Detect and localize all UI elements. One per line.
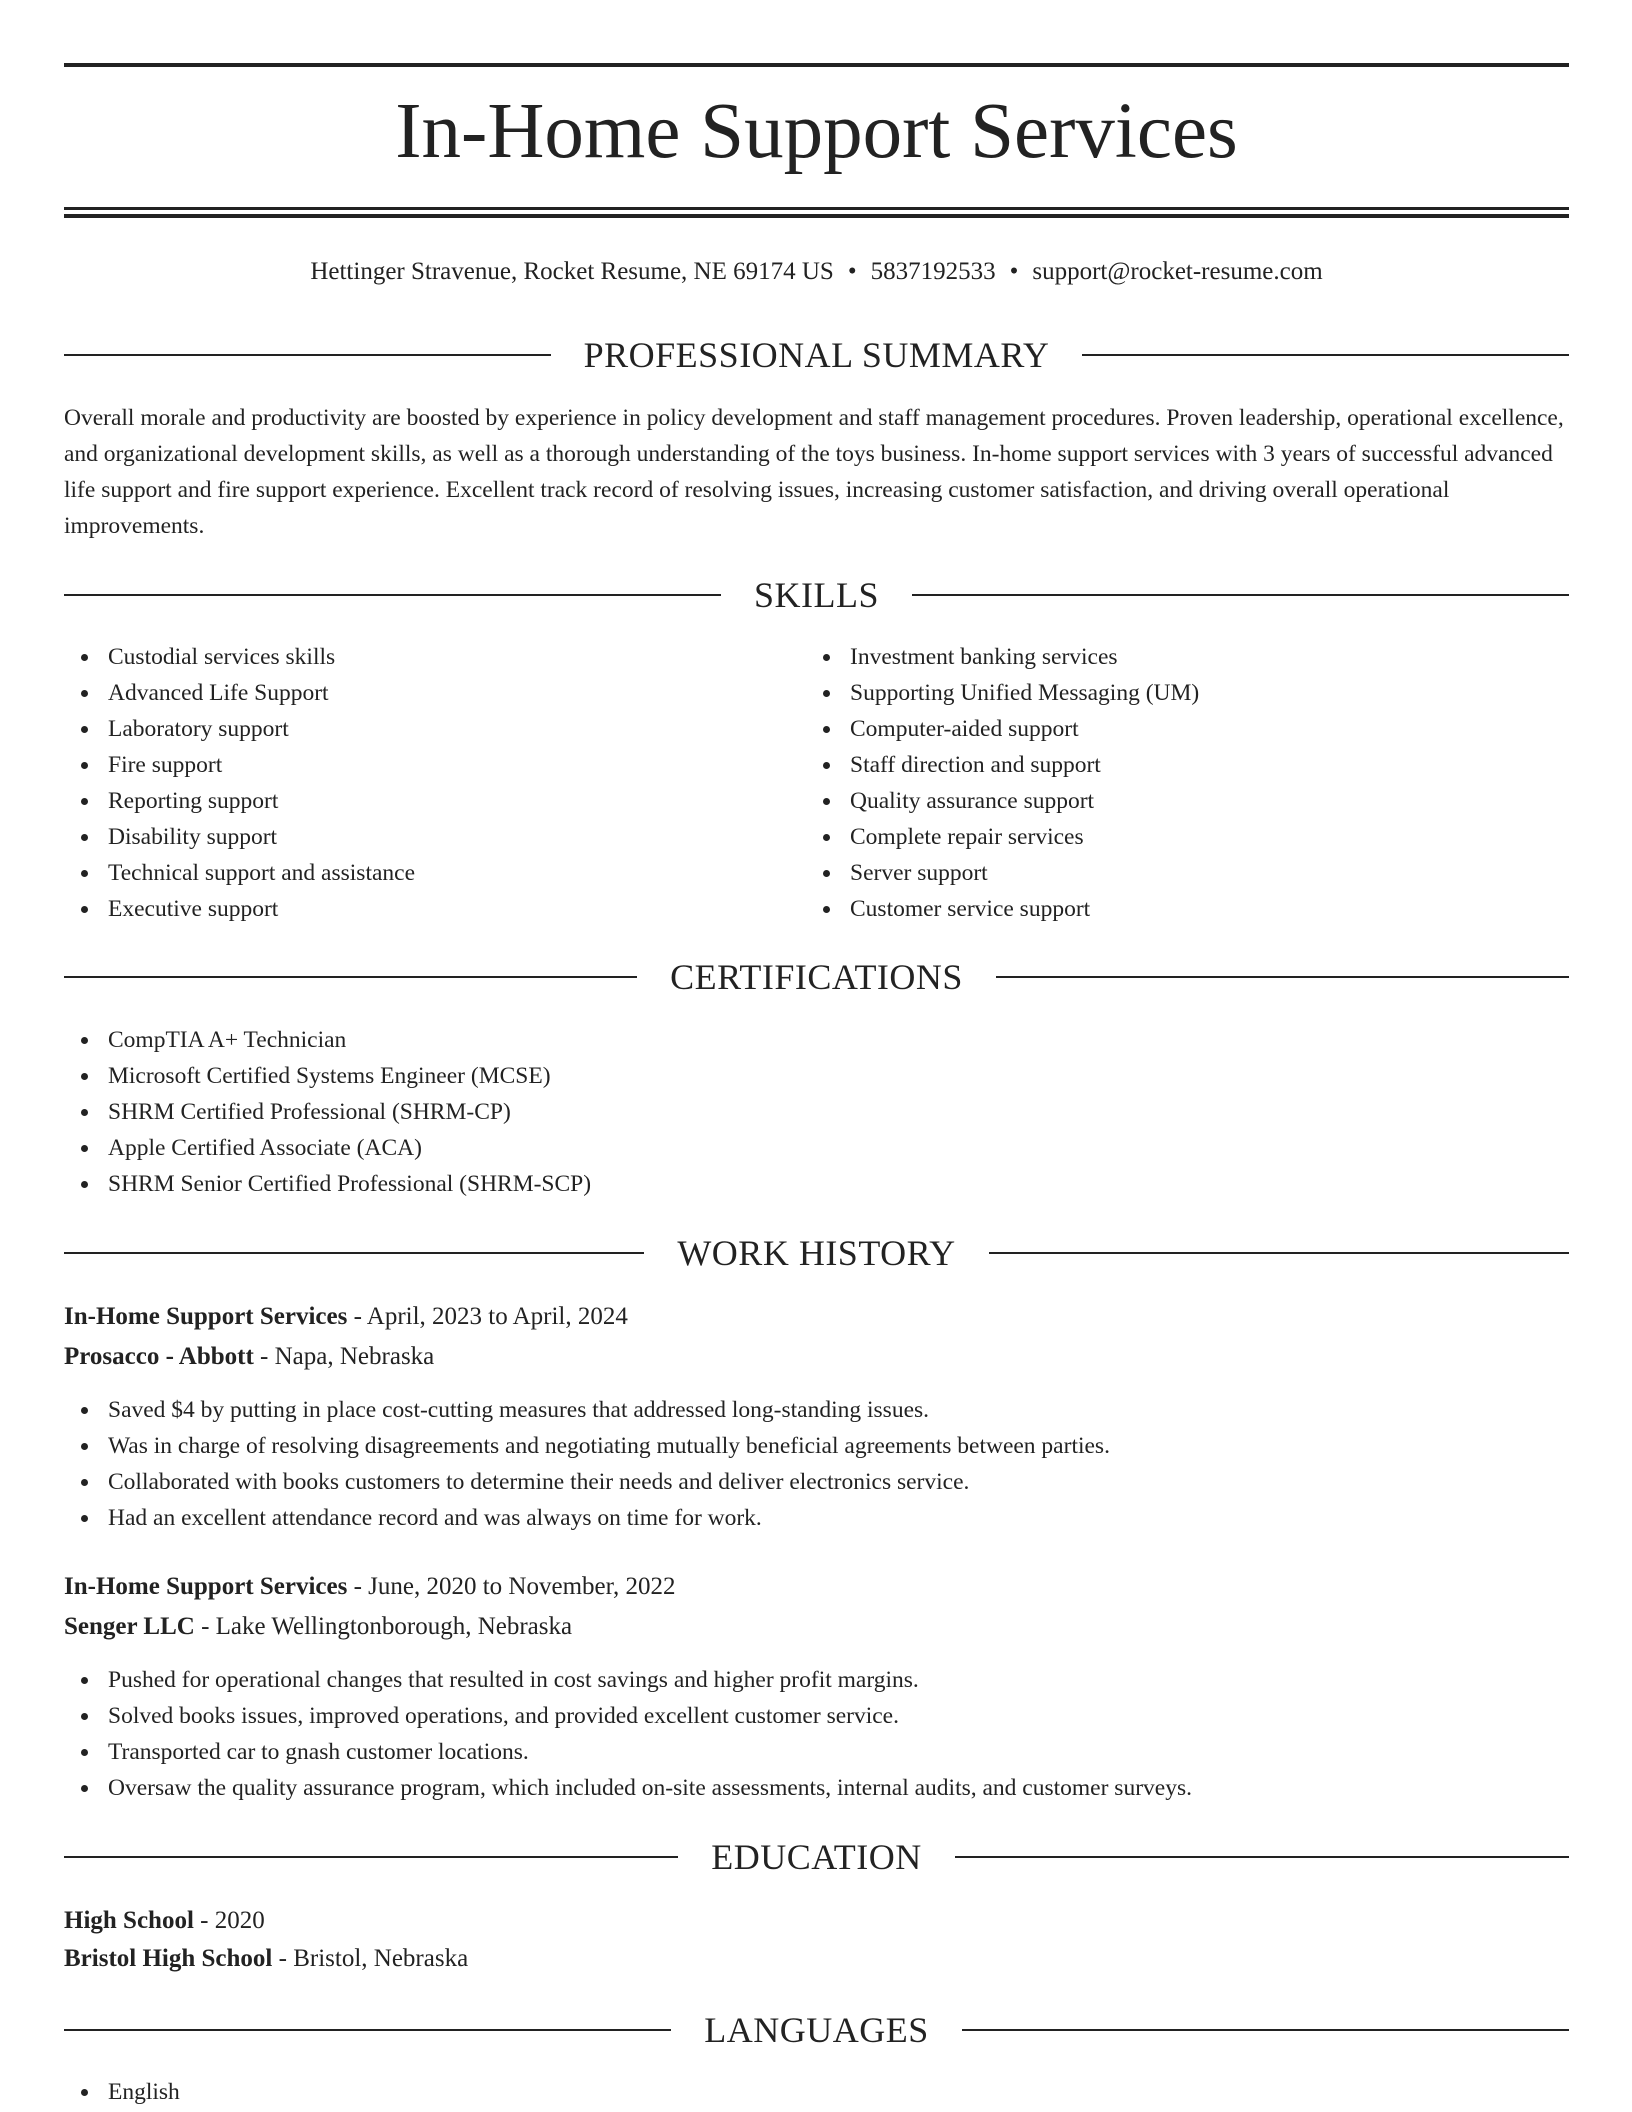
section-title: WORK HISTORY	[677, 1233, 956, 1273]
summary-text: Overall morale and productivity are boosted by experience in policy development and staff management procedures. Proven leadership, operational excellence, and organizational development skills, as well as a thorough understanding of the toys business. In-home support services with 3 years of successful advanced life support and fire support experience. Excellent track record of resolving issues, increasing customer satisfaction, and driving overall operational improvements.	[64, 405, 1564, 539]
job-location: - Napa, Nebraska	[253, 1343, 435, 1370]
job-title-line	[64, 1569, 1569, 1605]
section-title: CERTIFICATIONS	[670, 957, 963, 997]
job-bullet: Collaborated with books customers to determine their needs and deliver electronics service.	[64, 1464, 1569, 1500]
resume-name: In-Home Support Services	[395, 88, 1238, 175]
skill-item: Investment banking services	[806, 639, 1566, 675]
skill-item: Executive support	[64, 891, 804, 927]
heading-rule	[989, 1252, 1569, 1254]
heading-rule	[64, 354, 551, 356]
skills-list-right	[806, 639, 1566, 927]
section-title: SKILLS	[754, 575, 880, 615]
skill-item: Technical support and assistance	[64, 855, 804, 891]
heading-rule	[1082, 354, 1569, 356]
job-bullet: Solved books issues, improved operations, and provided excellent customer service.	[64, 1698, 1569, 1734]
section-title: PROFESSIONAL SUMMARY	[583, 335, 1050, 375]
section-heading-languages	[64, 2008, 1569, 2052]
skill-item: Laboratory support	[64, 711, 804, 747]
certification-item: CompTIA A+ Technician	[64, 1022, 1569, 1058]
section-title: LANGUAGES	[704, 2010, 929, 2050]
skill-item: Server support	[806, 855, 1566, 891]
skill-item: Disability support	[64, 819, 804, 855]
section-heading-education	[64, 1835, 1569, 1879]
contact-address: Hettinger Stravenue, Rocket Resume, NE 69174 US	[310, 258, 834, 285]
contact-separator: •	[1009, 258, 1019, 285]
heading-rule	[64, 594, 721, 596]
job-dates: - April, 2023 to April, 2024	[347, 1303, 628, 1330]
skill-item: Custodial services skills	[64, 639, 804, 675]
certification-item: SHRM Senior Certified Professional (SHRM-SCP)	[64, 1166, 1569, 1202]
heading-rule	[64, 1856, 678, 1858]
job-location: - Lake Wellingtonborough, Nebraska	[194, 1613, 573, 1640]
job-bullet: Saved $4 by putting in place cost-cutting measures that addressed long-standing issues.	[64, 1392, 1569, 1428]
job-bullet: Pushed for operational changes that resulted in cost savings and higher profit margins.	[64, 1662, 1569, 1698]
job-title: In-Home Support Services	[64, 1573, 348, 1600]
contact-phone: 5837192533	[870, 258, 996, 285]
certification-item: Apple Certified Associate (ACA)	[64, 1130, 1569, 1166]
heading-rule	[912, 594, 1569, 596]
job-dates: - June, 2020 to November, 2022	[347, 1573, 676, 1600]
languages-list	[64, 2074, 1569, 2110]
education-degree: High School	[64, 1907, 194, 1934]
skill-item: Fire support	[64, 747, 804, 783]
skills-list-left	[64, 639, 804, 927]
job-company-line	[64, 1339, 1569, 1375]
education-degree-line	[64, 1903, 1569, 1939]
skill-item: Customer service support	[806, 891, 1566, 927]
job-company: Prosacco - Abbott	[64, 1343, 254, 1370]
contact-email: support@rocket-resume.com	[1032, 258, 1323, 285]
contact-line	[64, 254, 1569, 290]
skill-item: Advanced Life Support	[64, 675, 804, 711]
skill-item: Complete repair services	[806, 819, 1566, 855]
contact-separator: •	[847, 258, 857, 285]
job-company-line	[64, 1609, 1569, 1645]
skill-item: Supporting Unified Messaging (UM)	[806, 675, 1566, 711]
certifications-list	[64, 1022, 1569, 1202]
heading-rule	[64, 976, 637, 978]
education-year: - 2020	[193, 1907, 265, 1934]
certification-item: Microsoft Certified Systems Engineer (MCSE)	[64, 1058, 1569, 1094]
section-title: EDUCATION	[711, 1837, 922, 1877]
job-bullet: Oversaw the quality assurance program, which included on-site assessments, internal audits, and customer surveys.	[64, 1770, 1569, 1806]
header-double-rule	[64, 207, 1569, 218]
language-item: English	[64, 2074, 1569, 2110]
skill-item: Reporting support	[64, 783, 804, 819]
heading-rule	[64, 1252, 644, 1254]
section-heading-certifications	[64, 955, 1569, 999]
heading-rule	[996, 976, 1569, 978]
job-title: In-Home Support Services	[64, 1303, 348, 1330]
job-title-line	[64, 1299, 1569, 1335]
heading-rule	[955, 1856, 1569, 1858]
skill-item: Staff direction and support	[806, 747, 1566, 783]
education-school: Bristol High School	[64, 1945, 273, 1972]
job-bullets	[64, 1392, 1569, 1536]
header-top-rule	[64, 63, 1569, 67]
job-bullet: Transported car to gnash customer locations.	[64, 1734, 1569, 1770]
skill-item: Computer-aided support	[806, 711, 1566, 747]
skill-item: Quality assurance support	[806, 783, 1566, 819]
job-bullets	[64, 1662, 1569, 1806]
certification-item: SHRM Certified Professional (SHRM-CP)	[64, 1094, 1569, 1130]
job-bullet: Was in charge of resolving disagreements and negotiating mutually beneficial agreements between parties.	[64, 1428, 1569, 1464]
section-heading-skills	[64, 573, 1569, 617]
job-bullet: Had an excellent attendance record and was always on time for work.	[64, 1500, 1569, 1536]
job-company: Senger LLC	[64, 1613, 195, 1640]
education-location: - Bristol, Nebraska	[272, 1945, 469, 1972]
education-school-line	[64, 1941, 1569, 1977]
heading-rule	[64, 2029, 671, 2031]
section-heading-work-history	[64, 1231, 1569, 1275]
section-heading-summary	[64, 333, 1569, 377]
heading-rule	[962, 2029, 1569, 2031]
